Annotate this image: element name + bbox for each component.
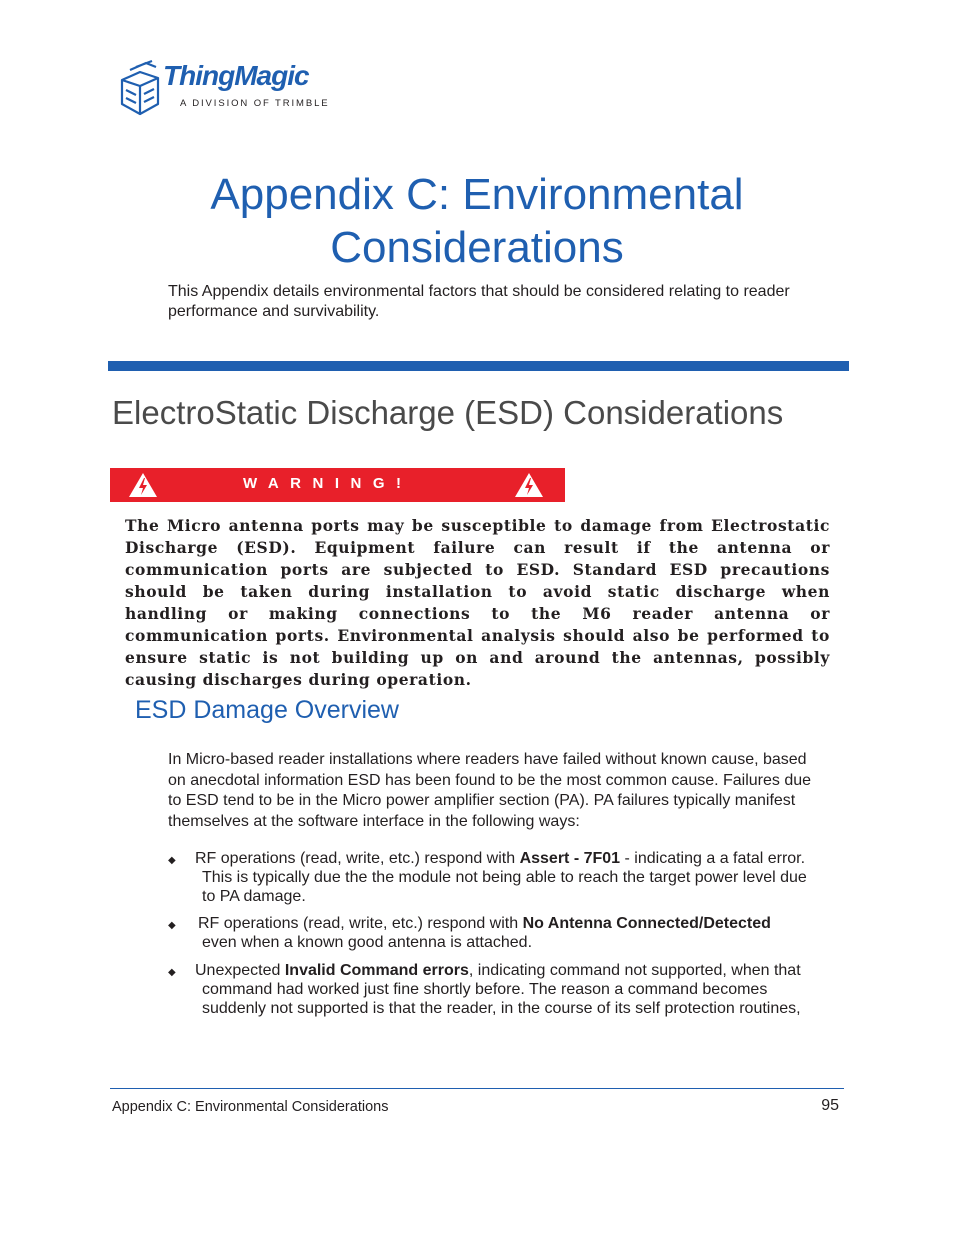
bullet-diamond-icon: ◆ xyxy=(168,855,176,866)
bullet-diamond-icon: ◆ xyxy=(168,967,176,978)
bullet-continuation: to PA damage. xyxy=(202,888,306,905)
high-voltage-warning-icon xyxy=(514,472,544,498)
warning-text: The Micro antenna ports may be susceptible to damage from Electrostatic Discharge (ESD). Equipment failure can result if the antenna or communication ports are subjected to ESD. Standard ESD precautions should be taken during installation to avoid static discharge when handling or making connections to the M6 reader antenna or communication ports. Environmental analysis should also be performed to ensure static is not building up on and around the antennas, possibly causing discharges during operation. xyxy=(125,516,830,689)
logo-tagline: A DIVISION OF TRIMBLE xyxy=(180,98,330,109)
footer-divider xyxy=(110,1088,844,1089)
logo-wordmark: ThingMagic xyxy=(163,60,309,91)
body-paragraph: In Micro-based reader installations where readers have failed without known cause, based on anecdotal information ESD has been found to be the most common cause. Failures due to ESD tend to be in the Micro power amplifier section (PA). PA failures typically manifest themselves at the software interface in the following ways: xyxy=(168,751,812,830)
bullet-diamond-icon: ◆ xyxy=(168,920,176,931)
bullet-continuation: suddenly not supported is that the reader, in the course of its self protection routines, xyxy=(202,1000,801,1017)
bullet-text: Unexpected Invalid Command errors, indicating command not supported, when that xyxy=(195,962,801,979)
bullet-continuation: even when a known good antenna is attached. xyxy=(202,934,533,951)
subsection-heading: ESD Damage Overview xyxy=(135,696,399,724)
section-heading: ElectroStatic Discharge (ESD) Considerations xyxy=(112,394,784,431)
bullet-text: RF operations (read, write, etc.) respond with No Antenna Connected/Detected xyxy=(198,915,771,932)
page-number: 95 xyxy=(821,1097,839,1114)
section-divider xyxy=(108,361,849,371)
warning-label: WARNING! xyxy=(243,475,413,492)
footer-text: Appendix C: Environmental Considerations xyxy=(112,1099,389,1115)
bullet-continuation: This is typically due the the module not being able to reach the target power level due xyxy=(202,869,807,886)
thingmagic-logo-icon xyxy=(116,58,166,118)
bullet-text: RF operations (read, write, etc.) respond with Assert - 7F01 - indicating a a fatal error. xyxy=(195,850,806,867)
page-title-line: Appendix C: Environmental xyxy=(210,170,744,219)
intro-paragraph: This Appendix details environmental factors that should be considered relating to reader performance and survivability. xyxy=(168,283,790,320)
warning-banner xyxy=(110,468,565,502)
page-title-line: Considerations xyxy=(330,223,624,272)
bullet-continuation: command had worked just fine shortly before. The reason a command becomes xyxy=(202,981,768,998)
high-voltage-warning-icon xyxy=(128,472,158,498)
page-title xyxy=(0,168,954,274)
